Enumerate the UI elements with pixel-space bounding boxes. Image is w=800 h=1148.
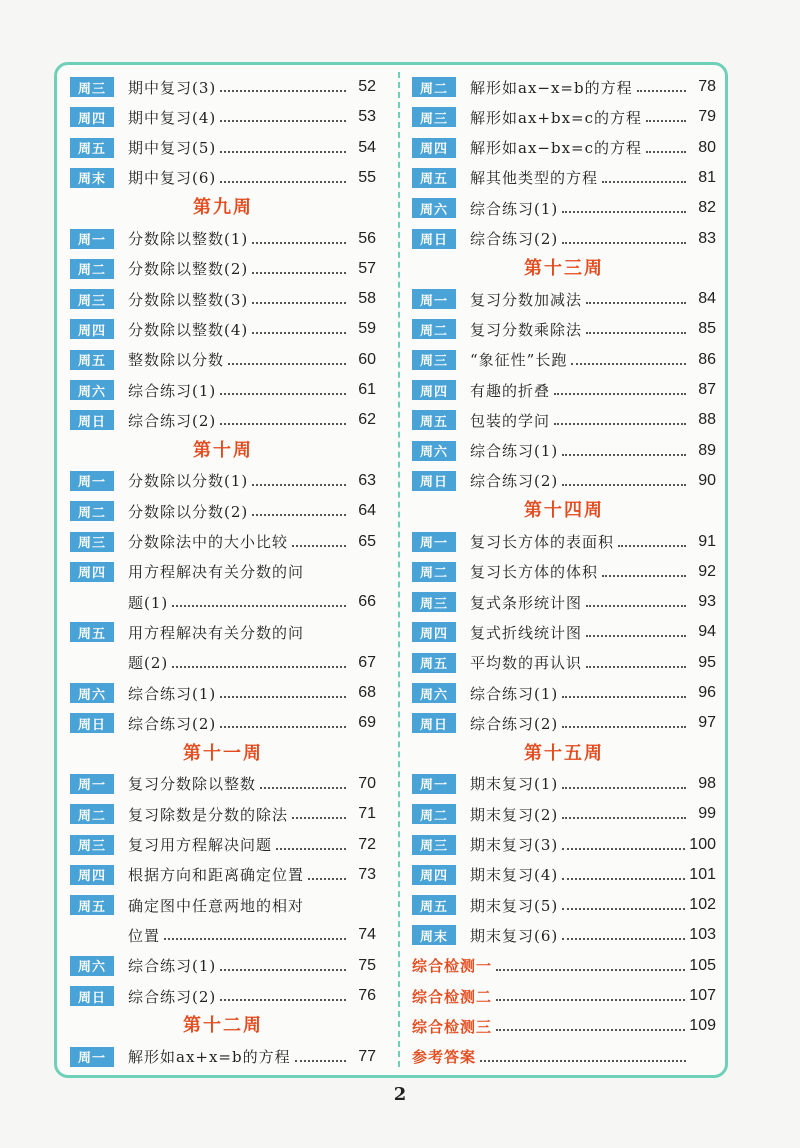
entry-title: 期中复习(6) — [128, 169, 217, 188]
entry-page: 97 — [698, 714, 716, 732]
day-badge: 周三 — [70, 532, 114, 552]
entry-title: 平均数的再认识 — [470, 654, 583, 673]
entry-page: 96 — [698, 684, 716, 701]
dot-leader — [480, 1060, 686, 1062]
toc-entry[interactable] — [70, 284, 376, 314]
toc-entry[interactable] — [412, 860, 716, 890]
dot-leader — [562, 787, 686, 789]
dot-leader — [220, 696, 346, 698]
entry-title: 综合练习(1) — [128, 381, 217, 400]
dot-leader — [562, 908, 685, 910]
entry-title: 综合练习(2) — [470, 472, 559, 491]
dot-leader — [554, 423, 686, 425]
toc-entry[interactable] — [412, 375, 716, 405]
toc-entry[interactable] — [412, 72, 716, 102]
entry-title: 综合练习(1) — [470, 684, 559, 703]
dot-leader — [586, 332, 686, 334]
entry-title: 包装的学问 — [470, 411, 551, 430]
day-badge: 周三 — [70, 835, 114, 855]
day-badge: 周五 — [412, 410, 456, 430]
toc-entry[interactable] — [70, 951, 376, 981]
entry-page: 55 — [358, 168, 376, 186]
entry-title: 综合练习(2) — [128, 714, 217, 733]
dot-leader — [220, 151, 346, 153]
entry-title: 复习用方程解决问题 — [128, 836, 273, 854]
dot-leader — [220, 90, 346, 92]
toc-entry[interactable] — [70, 708, 376, 738]
entry-title: 分数除以分数(2) — [128, 502, 249, 521]
entry-page: 109 — [689, 1017, 716, 1035]
entry-page: 88 — [698, 411, 716, 429]
toc-entry[interactable] — [70, 314, 376, 344]
dot-leader — [602, 181, 686, 183]
dot-leader — [637, 90, 686, 92]
entry-page: 71 — [358, 805, 376, 823]
dot-leader — [276, 848, 346, 850]
entry-title: 分数除以整数(4) — [128, 320, 249, 339]
entry-page: 69 — [358, 714, 376, 732]
dot-leader — [586, 635, 686, 637]
entry-page: 90 — [698, 471, 716, 489]
dot-leader — [252, 272, 346, 274]
dot-leader — [220, 423, 346, 425]
week-heading: 第十四周 — [524, 500, 604, 522]
toc-entry[interactable] — [412, 890, 716, 920]
entry-title: 综合练习(1) — [470, 442, 559, 461]
entry-title: 分数除以整数(1) — [128, 230, 249, 248]
toc-entry[interactable] — [70, 466, 376, 496]
entry-page: 73 — [358, 865, 376, 883]
entry-page: 63 — [358, 471, 376, 489]
entry-title: 综合练习(2) — [470, 230, 559, 248]
day-badge: 周二 — [70, 804, 114, 824]
toc-entry[interactable] — [70, 769, 376, 799]
entry-page: 62 — [358, 411, 376, 429]
entry-title: 期末复习(1) — [470, 775, 559, 794]
entry-page: 58 — [358, 290, 376, 308]
dot-leader — [562, 484, 686, 486]
toc-section-entry[interactable] — [412, 1011, 716, 1041]
day-badge: 周四 — [70, 865, 114, 885]
dot-leader — [172, 605, 346, 607]
dot-leader — [292, 817, 346, 819]
entry-title: 期中复习(5) — [128, 139, 217, 158]
entry-title: 参考答案 — [412, 1048, 477, 1067]
entry-page: 93 — [698, 593, 716, 611]
day-badge: 周一 — [70, 774, 114, 794]
day-badge: 周三 — [70, 77, 114, 97]
entry-title: 分数除以整数(2) — [128, 260, 249, 279]
entry-title: 解形如ax−x=b的方程 — [470, 78, 633, 97]
dot-leader — [562, 817, 686, 819]
dot-leader — [618, 545, 686, 547]
entry-page: 77 — [358, 1047, 376, 1065]
day-badge: 周四 — [412, 622, 456, 642]
entry-page: 78 — [698, 78, 716, 95]
dot-leader — [260, 787, 346, 789]
dot-leader — [308, 878, 346, 880]
entry-title: 分数除以分数(1) — [128, 472, 249, 491]
entry-title: 根据方向和距离确定位置 — [128, 866, 305, 885]
toc-entry[interactable] — [412, 678, 716, 708]
entry-page: 76 — [358, 987, 376, 1004]
dot-leader — [252, 302, 346, 304]
entry-title: 综合练习(2) — [128, 411, 217, 430]
toc-entry[interactable] — [70, 1042, 376, 1072]
week-heading: 第九周 — [193, 197, 253, 219]
dot-leader — [496, 969, 685, 971]
entry-title: 复式条形统计图 — [470, 593, 583, 612]
toc-entry[interactable] — [412, 799, 716, 829]
toc-entry[interactable] — [412, 224, 716, 254]
day-badge: 周二 — [70, 259, 114, 279]
entry-page: 91 — [698, 532, 716, 550]
entry-page: 59 — [358, 320, 376, 338]
toc-entry[interactable] — [70, 72, 376, 102]
page-number: 2 — [393, 1084, 407, 1105]
day-badge: 周五 — [70, 895, 114, 915]
dot-leader — [562, 878, 685, 880]
day-badge: 周日 — [70, 713, 114, 733]
day-badge: 周日 — [412, 713, 456, 733]
week-heading: 第十五周 — [524, 742, 604, 764]
toc-entry[interactable] — [70, 163, 376, 193]
day-badge: 周三 — [412, 835, 456, 855]
day-badge: 周一 — [412, 289, 456, 309]
day-badge: 周四 — [412, 380, 456, 400]
toc-entry[interactable] — [70, 860, 376, 890]
entry-title: 分数除法中的大小比较 — [128, 533, 289, 551]
entry-page: 94 — [698, 623, 716, 641]
toc-entry[interactable] — [70, 587, 376, 617]
day-badge: 周六 — [412, 683, 456, 703]
entry-title: 综合练习(1) — [128, 957, 217, 976]
toc-section-entry[interactable] — [412, 981, 716, 1011]
day-badge: 周三 — [412, 107, 456, 127]
day-badge: 周二 — [412, 77, 456, 97]
toc-entry[interactable] — [70, 405, 376, 435]
toc-entry[interactable] — [412, 527, 716, 557]
dot-leader — [602, 575, 686, 577]
entry-title: 题(1) — [128, 593, 169, 612]
entry-title: 综合检测二 — [412, 987, 493, 1006]
entry-title: 用方程解决有关分数的问 — [128, 563, 305, 582]
dot-leader — [646, 120, 686, 122]
entry-title: 分数除以整数(3) — [128, 290, 249, 309]
day-badge: 周二 — [412, 804, 456, 824]
toc-section-entry[interactable] — [412, 951, 716, 981]
toc-entry[interactable] — [70, 224, 376, 254]
toc-entry[interactable] — [70, 890, 376, 920]
dot-leader — [220, 393, 346, 395]
day-badge: 周四 — [70, 319, 114, 339]
dot-leader — [562, 454, 686, 456]
dot-leader — [292, 545, 346, 547]
day-badge: 周一 — [70, 471, 114, 491]
week-heading: 第十三周 — [524, 257, 604, 279]
dot-leader — [562, 848, 685, 850]
entry-title: 解形如ax+x=b的方程 — [128, 1048, 291, 1067]
toc-entry[interactable] — [412, 314, 716, 344]
entry-page: 65 — [358, 532, 376, 550]
week-heading: 第十二周 — [183, 1015, 263, 1037]
day-badge: 周三 — [412, 350, 456, 370]
entry-title: 复习长方体的表面积 — [470, 533, 615, 551]
entry-title: 解其他类型的方程 — [470, 169, 599, 188]
entry-title: 整数除以分数 — [128, 351, 225, 370]
day-badge: 周四 — [412, 138, 456, 158]
dot-leader — [252, 484, 346, 486]
entry-page: 105 — [689, 956, 716, 974]
day-badge: 周末 — [70, 168, 114, 188]
dot-leader — [295, 1060, 346, 1062]
toc-entry[interactable] — [412, 708, 716, 738]
entry-page: 95 — [698, 653, 716, 671]
entry-title: 期中复习(3) — [128, 78, 217, 97]
toc-entry[interactable] — [70, 254, 376, 284]
dot-leader — [496, 1029, 685, 1031]
dot-leader — [562, 211, 686, 213]
toc-entry[interactable] — [70, 496, 376, 526]
entry-title: 期末复习(4) — [470, 866, 559, 885]
entry-page: 86 — [698, 350, 716, 368]
entry-title: 复习分数乘除法 — [470, 320, 583, 339]
dot-leader — [646, 151, 686, 153]
entry-title: 复式折线统计图 — [470, 623, 583, 642]
entry-page: 84 — [698, 290, 716, 308]
entry-page: 81 — [698, 168, 716, 186]
entry-page: 107 — [689, 987, 716, 1004]
toc-entry[interactable] — [412, 102, 716, 132]
entry-title: 确定图中任意两地的相对 — [128, 896, 305, 915]
entry-title: 期末复习(5) — [470, 896, 559, 915]
entry-page: 79 — [698, 108, 716, 126]
toc-entry[interactable] — [412, 648, 716, 678]
entry-page: 82 — [698, 199, 716, 217]
dot-leader — [164, 938, 346, 940]
entry-page: 57 — [358, 259, 376, 277]
day-badge: 周日 — [70, 986, 114, 1006]
day-badge: 周四 — [412, 865, 456, 885]
toc-entry[interactable] — [412, 557, 716, 587]
dot-leader — [220, 969, 346, 971]
day-badge: 周六 — [412, 441, 456, 461]
dot-leader — [562, 726, 686, 728]
dot-leader — [220, 999, 346, 1001]
toc-entry[interactable] — [412, 193, 716, 223]
entry-page: 68 — [358, 684, 376, 701]
entry-title: 综合练习(1) — [128, 684, 217, 703]
toc-entry[interactable] — [70, 102, 376, 132]
day-badge: 周四 — [70, 107, 114, 127]
entry-title: 解形如ax−bx=c的方程 — [470, 139, 643, 158]
dot-leader — [252, 332, 346, 334]
dot-leader — [220, 181, 346, 183]
toc-entry[interactable] — [412, 769, 716, 799]
day-badge: 周日 — [412, 471, 456, 491]
dot-leader — [252, 514, 346, 516]
entry-title: 复习长方体的体积 — [470, 563, 599, 582]
dot-leader — [220, 726, 346, 728]
entry-page: 64 — [358, 502, 376, 520]
day-badge: 周日 — [412, 229, 456, 249]
day-badge: 周二 — [70, 501, 114, 521]
toc-entry[interactable] — [412, 436, 716, 466]
dot-leader — [220, 120, 346, 122]
day-badge: 周五 — [70, 138, 114, 158]
toc-entry[interactable] — [70, 527, 376, 557]
day-badge: 周五 — [70, 622, 114, 642]
toc-entry[interactable] — [70, 133, 376, 163]
entry-page: 56 — [358, 229, 376, 247]
day-badge: 周二 — [412, 562, 456, 582]
toc-entry[interactable] — [70, 557, 376, 587]
entry-title: 复习除数是分数的除法 — [128, 805, 289, 824]
day-badge: 周六 — [70, 683, 114, 703]
entry-title: 有趣的折叠 — [470, 381, 551, 400]
dot-leader — [252, 242, 346, 244]
entry-title: 题(2) — [128, 654, 169, 673]
toc-entry[interactable] — [70, 920, 376, 950]
toc-entry[interactable] — [412, 405, 716, 435]
column-divider — [398, 72, 400, 1067]
entry-page: 92 — [698, 562, 716, 580]
toc-entry[interactable] — [70, 799, 376, 829]
toc-entry[interactable] — [70, 981, 376, 1011]
entry-page: 61 — [358, 381, 376, 398]
dot-leader — [586, 302, 686, 304]
entry-page: 98 — [698, 774, 716, 792]
dot-leader — [562, 938, 685, 940]
entry-page: 53 — [358, 108, 376, 126]
toc-entry[interactable] — [70, 617, 376, 647]
day-badge: 周二 — [412, 319, 456, 339]
entry-title: 综合检测三 — [412, 1017, 493, 1036]
day-badge: 周三 — [70, 289, 114, 309]
entry-title: 期末复习(2) — [470, 805, 559, 824]
day-badge: 周末 — [412, 925, 456, 945]
day-badge: 周一 — [70, 1047, 114, 1067]
toc-entry[interactable] — [412, 830, 716, 860]
entry-title: 位置 — [128, 926, 161, 945]
toc-entry[interactable] — [412, 920, 716, 950]
entry-title: 期末复习(6) — [470, 926, 559, 945]
week-heading: 第十周 — [193, 439, 253, 461]
entry-title: 综合练习(1) — [470, 199, 559, 218]
entry-page: 60 — [358, 350, 376, 368]
day-badge: 周六 — [70, 956, 114, 976]
day-badge: 周四 — [70, 562, 114, 582]
toc-entry[interactable] — [70, 375, 376, 405]
dot-leader — [228, 363, 346, 365]
entry-title: 综合练习(2) — [128, 987, 217, 1006]
entry-title: 复习分数除以整数 — [128, 775, 257, 794]
day-badge: 周五 — [412, 895, 456, 915]
entry-page: 103 — [689, 926, 716, 944]
day-badge: 周六 — [70, 380, 114, 400]
entry-page: 70 — [358, 774, 376, 792]
toc-entry[interactable] — [70, 830, 376, 860]
toc-entry[interactable] — [412, 345, 716, 375]
entry-page: 83 — [698, 229, 716, 247]
entry-page: 67 — [358, 653, 376, 671]
toc-entry[interactable] — [412, 284, 716, 314]
entry-title: “象征性”长跑 — [470, 351, 568, 370]
entry-title: 综合检测一 — [412, 957, 493, 976]
dot-leader — [562, 242, 686, 244]
dot-leader — [172, 666, 346, 668]
entry-title: 解形如ax+bx=c的方程 — [470, 108, 643, 127]
day-badge: 周三 — [412, 592, 456, 612]
entry-title: 期中复习(4) — [128, 108, 217, 127]
entry-page: 85 — [698, 320, 716, 338]
entry-page: 52 — [358, 78, 376, 95]
entry-page: 66 — [358, 593, 376, 611]
entry-page: 100 — [689, 835, 716, 853]
entry-page: 54 — [358, 138, 376, 156]
entry-page: 89 — [698, 441, 716, 459]
entry-page: 74 — [358, 926, 376, 944]
toc-entry[interactable] — [70, 648, 376, 678]
entry-page: 102 — [689, 896, 716, 914]
day-badge: 周六 — [412, 198, 456, 218]
dot-leader — [562, 696, 686, 698]
entry-page: 101 — [689, 865, 716, 883]
day-badge: 周一 — [412, 532, 456, 552]
toc-entry[interactable] — [70, 678, 376, 708]
entry-page: 87 — [698, 381, 716, 398]
toc-section-entry[interactable] — [412, 1042, 716, 1072]
toc-entry[interactable] — [412, 587, 716, 617]
day-badge: 周一 — [70, 229, 114, 249]
entry-page: 99 — [698, 805, 716, 823]
toc-entry[interactable] — [412, 617, 716, 647]
entry-title: 综合练习(2) — [470, 714, 559, 733]
dot-leader — [586, 605, 686, 607]
day-badge: 周一 — [412, 774, 456, 794]
dot-leader — [554, 393, 686, 395]
week-heading: 第十一周 — [183, 742, 263, 764]
dot-leader — [571, 363, 686, 365]
entry-page: 72 — [358, 835, 376, 853]
dot-leader — [496, 999, 685, 1001]
dot-leader — [586, 666, 686, 668]
day-badge: 周五 — [70, 350, 114, 370]
entry-title: 用方程解决有关分数的问 — [128, 623, 305, 642]
entry-page: 75 — [358, 956, 376, 974]
entry-title: 期末复习(3) — [470, 836, 559, 854]
toc-entry[interactable] — [412, 163, 716, 193]
day-badge: 周五 — [412, 168, 456, 188]
day-badge: 周日 — [70, 410, 114, 430]
entry-page: 80 — [698, 138, 716, 156]
toc-entry[interactable] — [70, 345, 376, 375]
day-badge: 周五 — [412, 653, 456, 673]
toc-entry[interactable] — [412, 133, 716, 163]
toc-entry[interactable] — [412, 466, 716, 496]
entry-title: 复习分数加减法 — [470, 290, 583, 309]
